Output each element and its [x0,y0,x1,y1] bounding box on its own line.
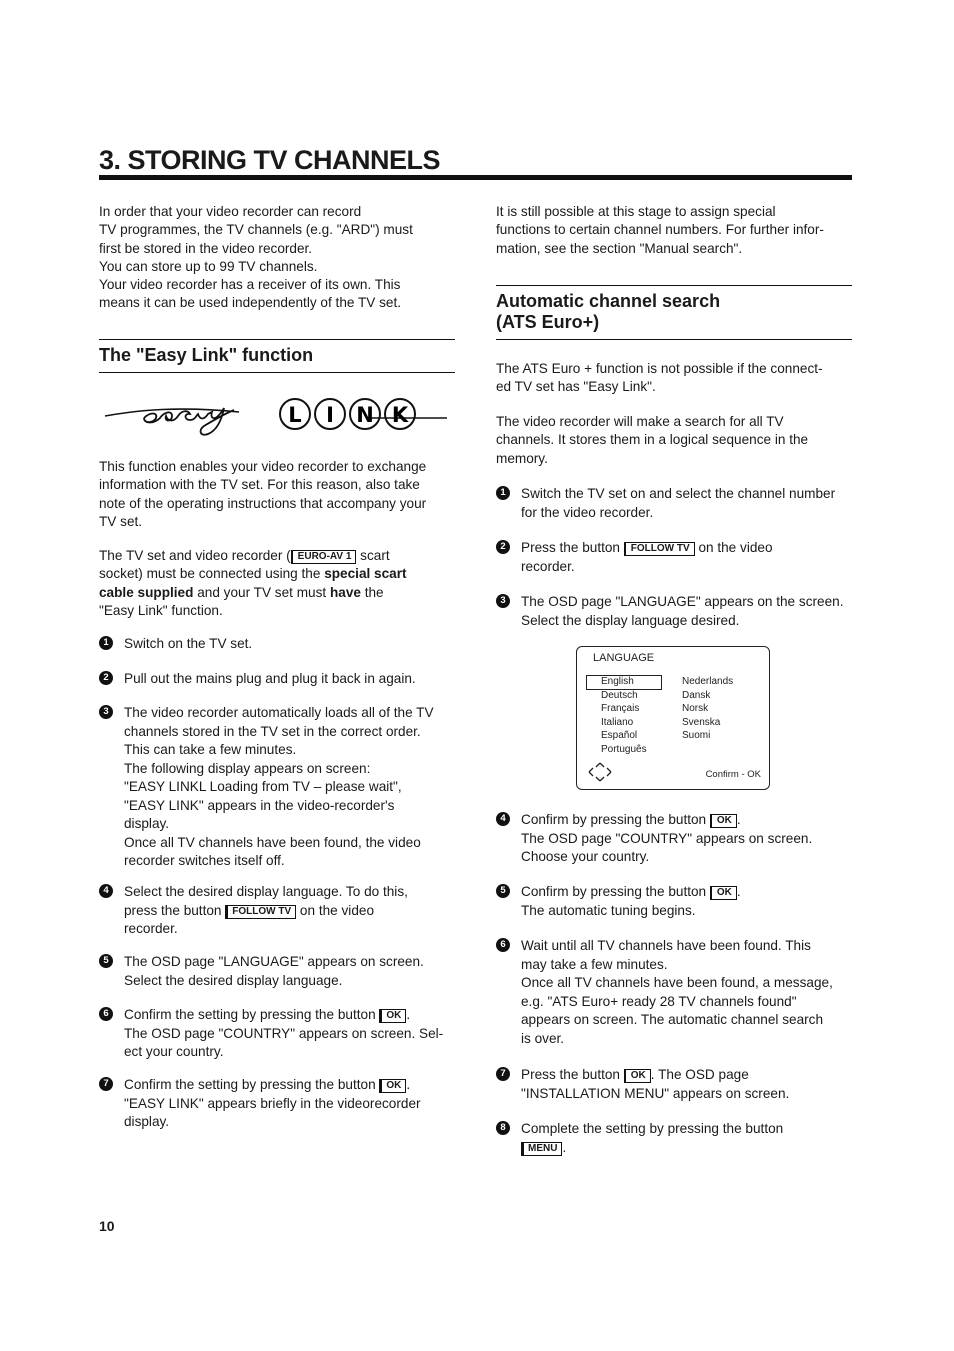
step-number: 3 [496,594,510,608]
logo-letter-l: L [288,403,302,427]
text-line: Select the desired display language. To do this, [124,884,408,899]
step-number: 5 [496,884,510,898]
right-intro [496,203,852,258]
text-line: means it can be used independently of the TV set. [99,295,402,311]
easylink-logo [99,392,451,444]
osd-language-item: Italiano [601,716,634,728]
step-number: 2 [496,540,510,554]
text-line: "EASY LINK" appears briefly in the videorecorder [124,1095,421,1111]
text-line: Pull out the mains plug and plug it back in again. [124,671,416,686]
osd-language-item: Español [601,730,638,742]
text-line: recorder. [521,558,575,574]
text: press the button [124,902,226,918]
bold-text: cable supplied [99,584,194,600]
ok-button: OK [379,1009,406,1023]
text-line: The OSD page "COUNTRY" appears on screen. Sel- [124,1025,444,1041]
text: The TV set and video recorder ( [99,548,291,563]
text: . [736,884,741,899]
text-line: Select the desired display language. [124,972,343,988]
navigation-arrows-icon [587,761,613,783]
text-line: "INSTALLATION MENU" appears on screen. [521,1085,790,1101]
text-line: Once all TV channels have been found, the video [124,834,421,850]
text-line: channels stored in the TV set in the correct order. [124,723,421,739]
osd-language-screen [576,646,770,790]
easylink-heading-box [99,345,455,373]
easylink-para1 [99,458,455,531]
text-line: ect your country. [124,1044,224,1059]
osd-language-item: Nederlands [682,676,734,687]
text: . [562,1139,567,1155]
text: Confirm by pressing the button [521,812,710,827]
text-line: The following display appears on screen: [124,760,371,776]
ats-heading-line1: Automatic channel search [496,291,721,311]
text: Confirm by pressing the button [521,884,710,899]
osd-language-item: Deutsch [601,689,638,701]
text-line: "EASY LINKL Loading from TV – please wait", [124,779,402,794]
text-line: is over. [521,1030,565,1046]
osd-language-item: Português [601,743,647,755]
left-step-7 [99,1076,456,1132]
right-step-5 [496,883,853,920]
osd-language-column-1 [601,675,647,757]
right-step-6 [496,937,853,1048]
text-line: for the video recorder. [521,504,654,520]
step-number: 5 [99,954,113,968]
step-number: 7 [496,1067,510,1081]
left-step-1 [99,635,456,654]
right-step-2 [496,539,853,576]
text-line: may take a few minutes. [521,956,668,972]
text-line: The video recorder automatically loads all of the TV [124,705,434,720]
step-number: 1 [99,636,113,650]
easylink-para2 [99,547,455,620]
text-line: TV set. [99,513,143,529]
text-line: mation, see the section "Manual search". [496,240,743,256]
text: and your TV set must [193,584,330,600]
easylink-heading: The "Easy Link" function [99,345,314,365]
ats-heading-line2: (ATS Euro+) [496,312,600,332]
text-line: The OSD page "COUNTRY" appears on screen. [521,830,813,846]
text-line: ed TV set has "Easy Link". [496,379,656,395]
osd-language-item: Français [601,703,640,715]
osd-confirm-hint: Confirm - OK [705,769,761,780]
section-rule [496,285,852,286]
bold-text: special scart [324,566,407,582]
step-number: 4 [496,812,510,826]
text-line: first be stored in the video recorder. [99,240,313,256]
text: . [736,812,741,827]
text: Press the button [521,1067,624,1082]
step-number: 8 [496,1121,510,1135]
step-number: 1 [496,486,510,500]
osd-language-item: Norsk [682,703,709,715]
step-number: 4 [99,884,113,898]
left-step-5 [99,953,456,990]
section-rule [99,339,455,340]
text-line: Your video recorder has a receiver of its own. This [99,277,401,293]
text-line: The automatic tuning begins. [521,902,696,918]
text: Confirm the setting by pressing the button [124,1007,380,1022]
text-line: You can store up to 99 TV channels. [99,258,318,274]
ok-button: OK [624,1069,651,1083]
right-step-8 [496,1120,853,1157]
osd-language-item: Svenska [682,716,721,728]
step-number: 2 [99,671,113,685]
text-line: recorder switches itself off. [124,853,285,868]
text-line: Complete the setting by pressing the button [521,1121,784,1136]
left-step-4 [99,883,456,939]
right-step-7 [496,1066,853,1103]
ats-heading-box [496,291,852,340]
text-line: appears on screen. The automatic channel search [521,1012,824,1027]
text: on the video [694,540,773,555]
text-line: recorder. [124,921,178,936]
step-number: 6 [496,938,510,952]
text: Confirm the setting by pressing the button [124,1077,380,1092]
right-step-4 [496,811,853,867]
text: . The OSD page [650,1067,749,1082]
ok-button: OK [379,1079,406,1093]
follow-tv-button: FOLLOW TV [624,542,695,556]
text: socket) must be connected using the [99,566,325,582]
ats-para1 [496,360,852,397]
osd-language-item: English [601,676,634,687]
text: on the video [296,902,375,918]
left-intro [99,203,455,313]
ok-button: OK [710,814,737,828]
text-line: Switch the TV set on and select the channel number [521,486,836,501]
left-step-3 [99,704,456,871]
step-number: 6 [99,1007,113,1021]
text-line: Switch on the TV set. [124,636,253,651]
text: the [360,584,384,600]
text-line: "EASY LINK" appears in the video-recorder's [124,797,395,813]
text: . [406,1007,411,1022]
text-line: channels. It stores them in a logical sequence in the [496,432,809,448]
text-line: memory. [496,450,548,466]
page-title: 3. STORING TV CHANNELS [99,145,441,175]
text-line: Choose your country. [521,849,650,864]
text-line: The OSD page "LANGUAGE" appears on screen. [124,954,424,969]
text-line: This can take a few minutes. [124,742,297,757]
text: scart [356,548,390,563]
page-number: 10 [99,1218,115,1234]
left-step-2 [99,670,456,689]
text: . [406,1077,411,1092]
ats-para2 [496,413,852,468]
step-number: 3 [99,705,113,719]
euro-av1-button: EURO-AV 1 [291,550,357,564]
title-rule [99,175,852,180]
menu-button: MENU [521,1142,562,1156]
right-step-3 [496,593,853,630]
text-line: information with the TV set. For this reason, also take [99,477,420,493]
logo-letter-n: N [356,403,374,427]
logo-letter-i: I [326,403,334,427]
text-line: TV programmes, the TV channels (e.g. "ARD") must [99,222,413,238]
text-line: "Easy Link" function. [99,602,223,618]
left-step-6 [99,1006,456,1062]
text-line: display. [124,816,170,831]
text-line: The ATS Euro + function is not possible if the connect- [496,361,823,376]
text-line: note of the operating instructions that accompany your [99,495,427,511]
step-number: 7 [99,1077,113,1091]
bold-text: have [329,584,361,600]
text-line: functions to certain channel numbers. For further infor- [496,222,824,238]
text-line: This function enables your video recorder to exchange [99,459,427,474]
text-line: The OSD page "LANGUAGE" appears on the screen. [521,594,844,609]
text-line: It is still possible at this stage to assign special [496,204,776,219]
easylink-script-icon [144,408,234,435]
text-line: Select the display language desired. [521,612,740,628]
text-line: In order that your video recorder can record [99,204,362,219]
osd-language-item: Suomi [682,730,711,742]
text: Press the button [521,540,624,555]
follow-tv-button: FOLLOW TV [225,905,296,919]
text-line: The video recorder will make a search for all TV [496,414,784,429]
text-line: Wait until all TV channels have been found. This [521,938,811,953]
text-line: Once all TV channels have been found, a message, [521,975,833,990]
ok-button: OK [710,886,737,900]
logo-letter-k: K [391,403,409,427]
osd-language-item: Dansk [682,689,711,701]
text-line: display. [124,1114,170,1129]
osd-language-column-2 [682,675,733,743]
right-step-1 [496,485,853,522]
text-line: e.g. "ATS Euro+ ready 28 TV channels found" [521,993,797,1009]
osd-title: LANGUAGE [593,652,655,664]
